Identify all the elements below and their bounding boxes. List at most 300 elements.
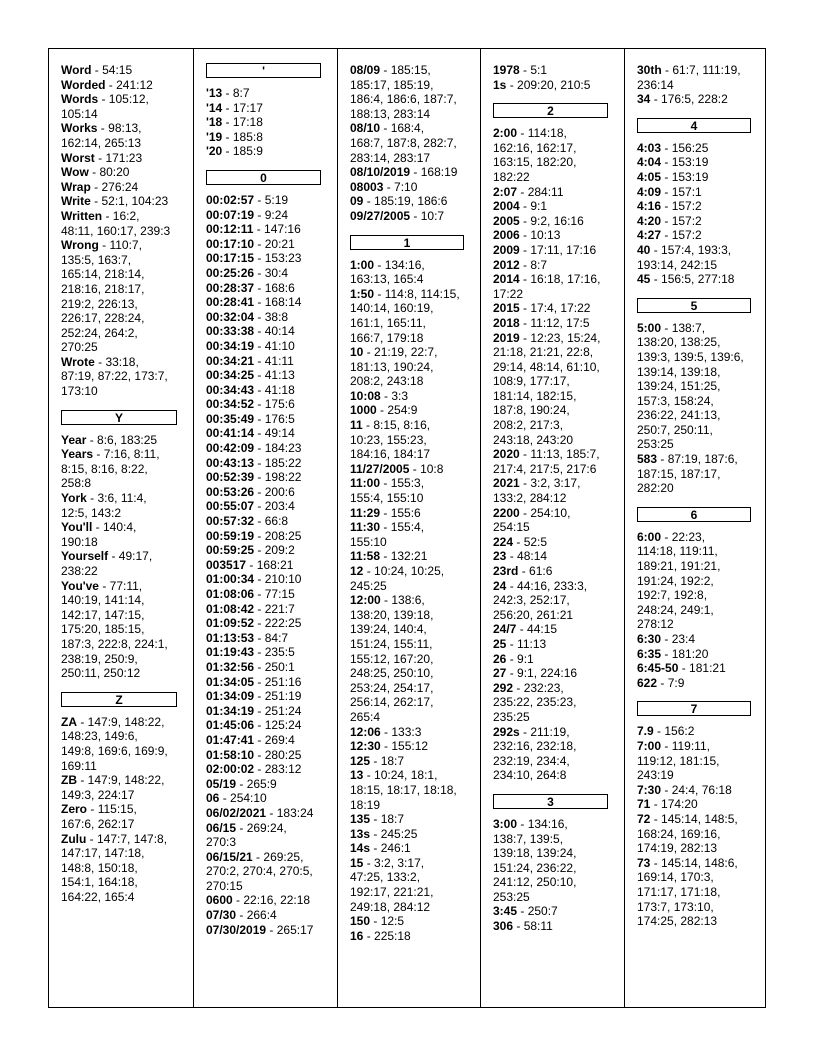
index-entry: 003517 - 168:21	[206, 557, 294, 572]
index-entry: 12:30 - 155:12	[350, 739, 429, 754]
page-line-refs: 8:6, 183:25	[97, 432, 158, 447]
index-entry: 3:00 - 134:16, 138:7, 139:5, 139:18, 139:24, 151:24, 236:22, 241:12, 250:10, 253:25	[493, 816, 577, 904]
page-line-refs: 182:22	[493, 169, 530, 184]
page-line-refs: 198:22	[264, 470, 302, 485]
index-entry: 00:25:26 - 30:4	[206, 265, 289, 280]
page-line-refs: 165:14, 218:14,	[61, 267, 145, 282]
section-header: 0	[206, 170, 321, 185]
page-line-refs: 270:15	[206, 878, 243, 893]
index-term: Works	[61, 121, 98, 136]
index-entry: 06/15 - 269:24, 270:3	[206, 820, 287, 850]
page-line-refs: 21:19, 22:7,	[374, 345, 438, 360]
index-entry: 125 - 18:7	[350, 753, 405, 768]
page-line-refs: 283:12	[264, 762, 302, 777]
index-term: 08003	[350, 179, 384, 194]
index-entry: 13s - 245:25	[350, 826, 418, 841]
index-term: 34	[637, 92, 651, 107]
index-term: 00:41:14	[206, 426, 255, 441]
index-entry: 07/30/2019 - 265:17	[206, 922, 314, 937]
page-line-refs: 80:20	[99, 165, 130, 180]
page-line-refs: 155:12	[391, 739, 429, 754]
index-term: 26	[493, 651, 507, 666]
page-line-refs: 283:14, 283:17	[350, 150, 431, 165]
page-line-refs: 190:18	[61, 534, 98, 549]
page-line-refs: 185:17, 185:19,	[350, 77, 434, 92]
index-entry: 00:34:21 - 41:11	[206, 353, 294, 368]
page-line-refs: 9:2, 16:16	[530, 213, 584, 228]
page-line-refs: 24:4, 76:18	[671, 782, 732, 797]
index-entry: 2015 - 17:4, 17:22	[493, 301, 591, 316]
index-term: Word	[61, 63, 92, 77]
page-line-refs: 98:13,	[108, 121, 142, 136]
index-term: 1000	[350, 403, 377, 418]
index-entry: 13 - 10:24, 18:1, 18:15, 18:17, 18:18, 18:19	[350, 768, 457, 812]
index-term: Zero	[61, 802, 88, 817]
index-entry: 01:34:09 - 251:19	[206, 689, 302, 704]
page-line-refs: 148:8, 150:18,	[61, 860, 138, 875]
index-term: 2020	[493, 447, 520, 462]
index-entry: 583 - 87:19, 187:6, 187:15, 187:17, 282:20	[637, 452, 738, 496]
page-line-refs: 232:19, 234:4,	[493, 753, 570, 768]
index-entry: 23 - 48:14	[493, 549, 548, 564]
page-line-refs: 243:18, 243:20	[493, 432, 574, 447]
page-line-refs: 282:20	[637, 481, 674, 496]
page-line-refs: 253:25	[493, 889, 530, 904]
index-term: 00:55:07	[206, 499, 255, 514]
index-entry: 1:50 - 114:8, 114:15, 140:14, 160:19, 161:1, 165:11, 166:7, 179:18	[350, 286, 460, 345]
page-line-refs: 251:19	[264, 689, 302, 704]
page-line-refs: 265:17	[276, 922, 314, 937]
page-line-refs: 17:22	[493, 286, 524, 301]
page-line-refs: 167:6, 262:17	[61, 816, 135, 831]
index-term: 3:45	[493, 904, 518, 919]
page-line-refs: 174:19, 282:13	[637, 841, 718, 856]
index-term: Yourself	[61, 549, 109, 564]
page-line-refs: 139:24, 151:25,	[637, 379, 721, 394]
index-entry: 2009 - 17:11, 17:16	[493, 242, 597, 257]
index-term: 150	[350, 914, 371, 929]
index-term: 09/27/2005	[350, 208, 411, 223]
index-entry: 6:45-50 - 181:21	[637, 661, 726, 676]
index-entry: 150 - 12:5	[350, 914, 405, 929]
section-header: Y	[61, 410, 177, 425]
page-line-refs: 163:13, 165:4	[350, 272, 424, 287]
index-entry: 00:59:25 - 209:2	[206, 543, 295, 558]
index-entry: Worst - 171:23	[61, 150, 143, 165]
index-entry: ZB - 147:9, 148:22, 149:3, 224:17	[61, 773, 165, 802]
index-term: 5:00	[637, 320, 662, 335]
index-term: 23	[493, 549, 507, 564]
page-line-refs: 235:5	[264, 645, 295, 660]
index-term: Write	[61, 194, 91, 209]
index-entry: 4:05 - 153:19	[637, 169, 709, 184]
index-term: Wrong	[61, 238, 99, 253]
page-line-refs: 145:14, 148:5,	[661, 811, 738, 826]
index-term: 0600	[206, 893, 233, 908]
index-term: 14s	[350, 841, 371, 856]
page-line-refs: 189:21, 191:21,	[637, 559, 721, 574]
page-line-refs: 3:2, 3:17,	[530, 476, 581, 491]
index-term: 06/02/2021	[206, 805, 267, 820]
page-line-refs: 18:7	[380, 753, 405, 768]
index-term: 2006	[493, 228, 520, 243]
section-header: '	[206, 63, 321, 78]
page-line-refs: 133:2, 284:12	[493, 491, 567, 506]
page-line-refs: 168:19	[420, 165, 458, 180]
section-header: 4	[637, 118, 751, 133]
index-entry: 00:17:15 - 153:23	[206, 251, 302, 266]
page-line-refs: 9:24	[264, 207, 289, 222]
index-entry: 00:55:07 - 203:4	[206, 499, 295, 514]
index-entry: 08/10/2019 - 168:19	[350, 165, 458, 180]
index-term: 01:47:41	[206, 732, 255, 747]
index-term: 00:57:32	[206, 514, 255, 529]
page-line-refs: 8:15, 8:16,	[373, 418, 431, 433]
page-line-refs: 193:14, 242:15	[637, 257, 718, 272]
index-entry: '19 - 185:8	[206, 129, 263, 144]
page-line-refs: 3:2, 3:17,	[374, 855, 425, 870]
index-entry: 00:02:57 - 5:19	[206, 192, 289, 207]
page-line-refs: 248:24, 249:1,	[637, 602, 714, 617]
page-line-refs: 134:16,	[527, 816, 568, 831]
index-entry: 08/09 - 185:15, 185:17, 185:19, 186:4, 186:6, 187:7, 188:13, 283:14	[350, 63, 457, 121]
index-entry: 40 - 157:4, 193:3, 193:14, 242:15	[637, 242, 732, 272]
index-entry: 00:28:37 - 168:6	[206, 280, 295, 295]
page-line-refs: 18:15, 18:17, 18:18,	[350, 782, 457, 797]
page-line-refs: 84:7	[264, 630, 289, 645]
index-entry: 26 - 9:1	[493, 651, 534, 666]
index-entry: 34 - 176:5, 228:2	[637, 92, 728, 107]
page-line-refs: 235:22, 235:23,	[493, 695, 577, 710]
index-term: Wrap	[61, 179, 91, 194]
index-term: 05/19	[206, 776, 237, 791]
index-term: 25	[493, 636, 507, 651]
page-line-refs: 168:7, 187:8, 282:7,	[350, 135, 457, 150]
page-line-refs: 155:4, 155:10	[350, 491, 424, 506]
index-term: 12:06	[350, 724, 381, 739]
section-header: 5	[637, 298, 751, 313]
page-line-refs: 105:12,	[108, 92, 149, 107]
index-term: 4:03	[637, 140, 662, 155]
page-line-refs: 236:14	[637, 77, 674, 92]
page-line-refs: 87:19, 187:6,	[667, 452, 738, 467]
index-term: 00:52:39	[206, 470, 255, 485]
page-line-refs: 147:9, 148:22,	[87, 714, 165, 729]
index-entry: 00:35:49 - 176:5	[206, 411, 295, 426]
index-term: 00:53:26	[206, 484, 255, 499]
index-term: '19	[206, 129, 223, 144]
index-term: 4:27	[637, 228, 662, 243]
index-term: Year	[61, 432, 87, 447]
section-header: 6	[637, 507, 751, 522]
index-entry: 1978 - 5:1	[493, 63, 548, 77]
index-term: 00:17:10	[206, 236, 255, 251]
index-term: 00:34:25	[206, 368, 255, 383]
index-entry: 01:32:56 - 250:1	[206, 659, 295, 674]
page-line-refs: 258:8	[61, 476, 92, 491]
index-term: 27	[493, 666, 507, 681]
index-term: 12	[350, 564, 364, 578]
page-line-refs: 149:3, 224:17	[61, 787, 135, 802]
page-line-refs: 256:14, 262:17,	[350, 695, 434, 710]
page-line-refs: 186:4, 186:6, 187:7,	[350, 92, 457, 107]
page-line-refs: 208:2, 217:3,	[493, 418, 564, 433]
page-line-refs: 254:10	[230, 791, 267, 806]
index-term: 08/10	[350, 121, 381, 136]
index-entry: 72 - 145:14, 148:5, 168:24, 169:16, 174:19, 282:13	[637, 811, 738, 856]
index-entry: ZA - 147:9, 148:22, 148:23, 149:6, 149:8, 169:6, 169:9, 169:11	[61, 714, 168, 773]
index-term: 2004	[493, 199, 520, 214]
page-line-refs: 269:24,	[246, 820, 287, 835]
index-entry: Zulu - 147:7, 147:8, 147:17, 147:18, 148:8, 150:18, 154:1, 164:18, 164:22, 165:4	[61, 831, 168, 904]
index-entry: 01:13:53 - 84:7	[206, 630, 289, 645]
page-line-refs: 151:24, 155:11,	[350, 636, 433, 651]
page-line-refs: 266:4	[246, 908, 277, 923]
page-line-refs: 192:7, 192:8,	[637, 588, 708, 603]
page-line-refs: 22:16, 22:18	[243, 893, 311, 908]
page-line-refs: 140:14, 160:19,	[350, 301, 434, 316]
index-entry: 2006 - 10:13	[493, 228, 561, 243]
page-line-refs: 115:15,	[97, 802, 137, 817]
page-line-refs: 140:4,	[102, 520, 137, 535]
index-entry: 4:09 - 157:1	[637, 184, 702, 199]
index-entry: 16 - 225:18	[350, 928, 411, 943]
page-line-refs: 171:17, 171:18,	[637, 884, 721, 899]
page-line-refs: 168:24, 169:16,	[637, 826, 721, 841]
index-term: 2:00	[493, 126, 518, 141]
index-entry: 11/27/2005 - 10:8	[350, 461, 444, 476]
page-line-refs: 119:12, 181:15,	[637, 753, 720, 768]
index-term: Written	[61, 208, 103, 223]
page-line-refs: 52:1, 104:23	[101, 194, 169, 209]
index-term: 6:00	[637, 529, 662, 544]
page-line-refs: 3:6, 11:4,	[97, 491, 147, 506]
page-line-refs: 171:23	[105, 150, 143, 165]
page-line-refs: 280:25	[264, 747, 302, 762]
index-term: 01:45:06	[206, 718, 255, 733]
page-line-refs: 10:7	[420, 208, 445, 223]
index-term: 73	[637, 855, 651, 870]
page-line-refs: 48:14	[517, 549, 548, 564]
page-line-refs: 40:14	[264, 324, 295, 339]
page-line-refs: 164:22, 165:4	[61, 889, 135, 904]
index-term: 24/7	[493, 622, 517, 637]
page-line-refs: 256:20, 261:21	[493, 607, 574, 622]
page-line-refs: 41:11	[264, 353, 294, 368]
page-line-refs: 38:8	[264, 309, 289, 324]
index-entry: 1:00 - 134:16, 163:13, 165:4	[350, 257, 425, 287]
index-entry: 00:41:14 - 49:14	[206, 426, 295, 441]
index-term: 00:28:37	[206, 280, 255, 295]
section-header: 2	[493, 103, 608, 118]
index-term: Worded	[61, 77, 106, 92]
page-line-refs: 23:4	[671, 632, 696, 646]
index-term: 4:05	[637, 169, 662, 184]
index-entry: 10:08 - 3:3	[350, 388, 409, 403]
page-line-refs: 270:25	[61, 340, 98, 355]
index-term: 003517	[206, 557, 247, 572]
index-entry: 2:07 - 284:11	[493, 184, 564, 199]
page-line-refs: 155:6	[390, 505, 421, 520]
page-line-refs: 22:23,	[671, 529, 706, 544]
index-term: 11:58	[350, 549, 381, 564]
index-entry: Words - 105:12, 105:14	[61, 92, 149, 121]
index-entry: 11:29 - 155:6	[350, 505, 421, 520]
index-term: 08/10/2019	[350, 165, 411, 180]
index-term: 135	[350, 812, 371, 827]
page-line-refs: 184:23	[264, 441, 302, 456]
page-line-refs: 44:15	[527, 622, 558, 637]
index-term: 1:00	[350, 257, 375, 272]
page-line-refs: 30:4	[264, 265, 289, 280]
page-line-refs: 61:7, 111:19,	[672, 63, 741, 77]
page-line-refs: 147:17, 147:18,	[61, 846, 145, 861]
page-line-refs: 232:16, 232:18,	[493, 739, 577, 754]
page-line-refs: 9:1	[517, 651, 534, 666]
index-entry: Written - 16:2, 48:11, 160:17, 239:3	[61, 208, 171, 238]
index-term: 40	[637, 242, 651, 257]
index-term: Worst	[61, 150, 95, 165]
page-line-refs: 138:20, 139:18,	[350, 607, 434, 622]
page-line-refs: 183:24	[276, 805, 314, 820]
index-term: 00:35:49	[206, 411, 255, 426]
page-line-refs: 44:16, 233:3,	[517, 578, 588, 593]
index-term: 00:17:15	[206, 251, 255, 266]
index-term: 13s	[350, 826, 371, 841]
page-line-refs: 54:15	[102, 63, 133, 77]
page-line-refs: 139:3, 139:5, 139:6,	[637, 349, 744, 364]
page-line-refs: 12:5	[380, 914, 405, 929]
page-line-refs: 161:1, 165:11,	[350, 315, 426, 330]
index-term: 13	[350, 768, 364, 783]
index-entry: 23rd - 61:6	[493, 564, 553, 578]
index-column-3	[337, 49, 480, 1007]
index-term: 01:09:52	[206, 616, 255, 631]
page-line-refs: 52:5	[523, 534, 548, 549]
page-line-refs: 138:6,	[391, 593, 425, 608]
index-term: You'll	[61, 520, 93, 535]
index-term: 12:30	[350, 739, 381, 754]
index-entry: 1000 - 254:9	[350, 403, 418, 418]
index-entry: 02:00:02 - 283:12	[206, 762, 302, 777]
index-term: 10	[350, 345, 364, 360]
index-term: 00:34:52	[206, 397, 255, 412]
index-column-5	[624, 49, 767, 1007]
index-entry: Zero - 115:15, 167:6, 262:17	[61, 802, 137, 831]
page-line-refs: 246:1	[380, 841, 411, 856]
page-line-refs: 47:25, 133:2,	[350, 870, 421, 885]
index-entry: 622 - 7:9	[637, 675, 685, 690]
page-line-refs: 270:3	[206, 835, 237, 850]
index-term: 2012	[493, 257, 520, 272]
index-term: 4:16	[637, 199, 662, 214]
section-header: Z	[61, 692, 177, 707]
index-entry: Wrong - 110:7, 135:5, 163:7, 165:14, 218:14, 218:16, 218:17, 219:2, 226:13, 226:17, 228:24, 252:24, 264:2, 270:25	[61, 238, 145, 355]
index-entry: 08/10 - 168:4, 168:7, 187:8, 282:7, 283:14, 283:17	[350, 121, 457, 165]
index-entry: 00:12:11 - 147:16	[206, 222, 301, 237]
page-line-refs: 17:4, 17:22	[530, 301, 591, 316]
index-term: 11:29	[350, 505, 381, 520]
page-line-refs: 8:7	[232, 86, 250, 100]
index-entry: 15 - 3:2, 3:17, 47:25, 133:2, 192:17, 221:21, 249:18, 284:12	[350, 855, 434, 914]
page-line-refs: 110:7,	[109, 238, 142, 253]
index-entry: 30th - 61:7, 111:19, 236:14	[637, 63, 741, 92]
index-term: 72	[637, 811, 651, 826]
index-entry: 6:00 - 22:23, 114:18, 119:11, 189:21, 191:21, 191:24, 192:2, 192:7, 192:8, 248:24, 249:1, 278:12	[637, 529, 721, 632]
index-entry: 2019 - 12:23, 15:24, 21:18, 21:21, 22:8, 29:14, 48:14, 61:10, 108:9, 177:17, 181:14, 182:15, 187:8, 190:24, 208:2, 217:3, 243:18, 243:20	[493, 330, 601, 447]
index-entry: 135 - 18:7	[350, 812, 405, 827]
index-term: 4:20	[637, 213, 662, 228]
index-entry: 4:16 - 157:2	[637, 199, 702, 214]
index-entry: 2005 - 9:2, 16:16	[493, 213, 584, 228]
index-entry: 09/27/2005 - 10:7	[350, 208, 445, 223]
page-line-refs: 187:3, 222:8, 224:1,	[61, 636, 168, 651]
index-entry: 4:20 - 157:2	[637, 213, 702, 228]
page-line-refs: 203:4	[264, 499, 295, 514]
index-term: 2005	[493, 213, 520, 228]
index-term: Wrote	[61, 354, 95, 369]
page-line-refs: 162:16, 162:17,	[493, 140, 577, 155]
page-line-refs: 49:17,	[118, 549, 153, 564]
page-line-refs: 181:20	[671, 646, 709, 661]
index-term: 6:30	[637, 632, 662, 646]
index-entry: 06/02/2021 - 183:24	[206, 805, 314, 820]
index-entry: 00:34:25 - 41:13	[206, 368, 295, 383]
page-line-refs: 181:13, 190:24,	[350, 359, 434, 374]
index-term: 01:00:34	[206, 572, 255, 587]
page-line-refs: 49:14	[264, 426, 295, 441]
page-line-refs: 41:10	[264, 338, 295, 353]
page-line-refs: 66:8	[264, 514, 289, 529]
index-term: 00:33:38	[206, 324, 255, 339]
index-term: 00:07:19	[206, 207, 255, 222]
page-line-refs: 16:18, 17:16,	[530, 272, 601, 287]
page-line-refs: 251:24	[264, 703, 302, 718]
page-line-refs: 5:19	[264, 192, 289, 207]
index-column-2	[193, 49, 337, 1007]
index-entry: '20 - 185:9	[206, 144, 263, 159]
section-header: 3	[493, 794, 608, 809]
page-line-refs: 156:25	[671, 140, 709, 155]
index-term: Wow	[61, 165, 89, 180]
index-entry: Worded - 241:12	[61, 77, 153, 92]
index-entry: 2021 - 3:2, 3:17, 133:2, 284:12	[493, 476, 581, 506]
index-term: 1s	[493, 77, 507, 92]
index-term: '20	[206, 144, 223, 159]
page-line-refs: 169:14, 170:3,	[637, 870, 714, 885]
index-term: 01:08:06	[206, 587, 255, 601]
index-entry: 73 - 145:14, 148:6, 169:14, 170:3, 171:17, 171:18, 173:7, 173:10, 174:25, 282:13	[637, 855, 738, 929]
page-line-refs: 16:2,	[112, 208, 140, 223]
page-line-refs: 156:5, 277:18	[661, 272, 735, 287]
page-line-refs: 148:23, 149:6,	[61, 729, 138, 744]
page-line-refs: 175:6	[264, 397, 295, 412]
index-entry: Years - 7:16, 8:11, 8:15, 8:16, 8:22, 258:8	[61, 447, 160, 491]
index-entry: Word - 54:15	[61, 63, 133, 77]
page-line-refs: 225:18	[374, 928, 411, 943]
index-page-frame	[48, 48, 766, 1008]
index-term: You've	[61, 578, 99, 593]
page-line-refs: 185:9	[232, 144, 263, 159]
page-line-refs: 243:19	[637, 768, 674, 783]
page-line-refs: 253:25	[637, 437, 674, 452]
page-line-refs: 48:11, 160:17, 239:3	[61, 223, 171, 238]
page-line-refs: 265:4	[350, 709, 381, 724]
page-line-refs: 184:16, 184:17	[350, 447, 431, 462]
index-entry: 00:32:04 - 38:8	[206, 309, 289, 324]
page-line-refs: 11:13	[517, 636, 547, 651]
index-term: '14	[206, 100, 223, 115]
